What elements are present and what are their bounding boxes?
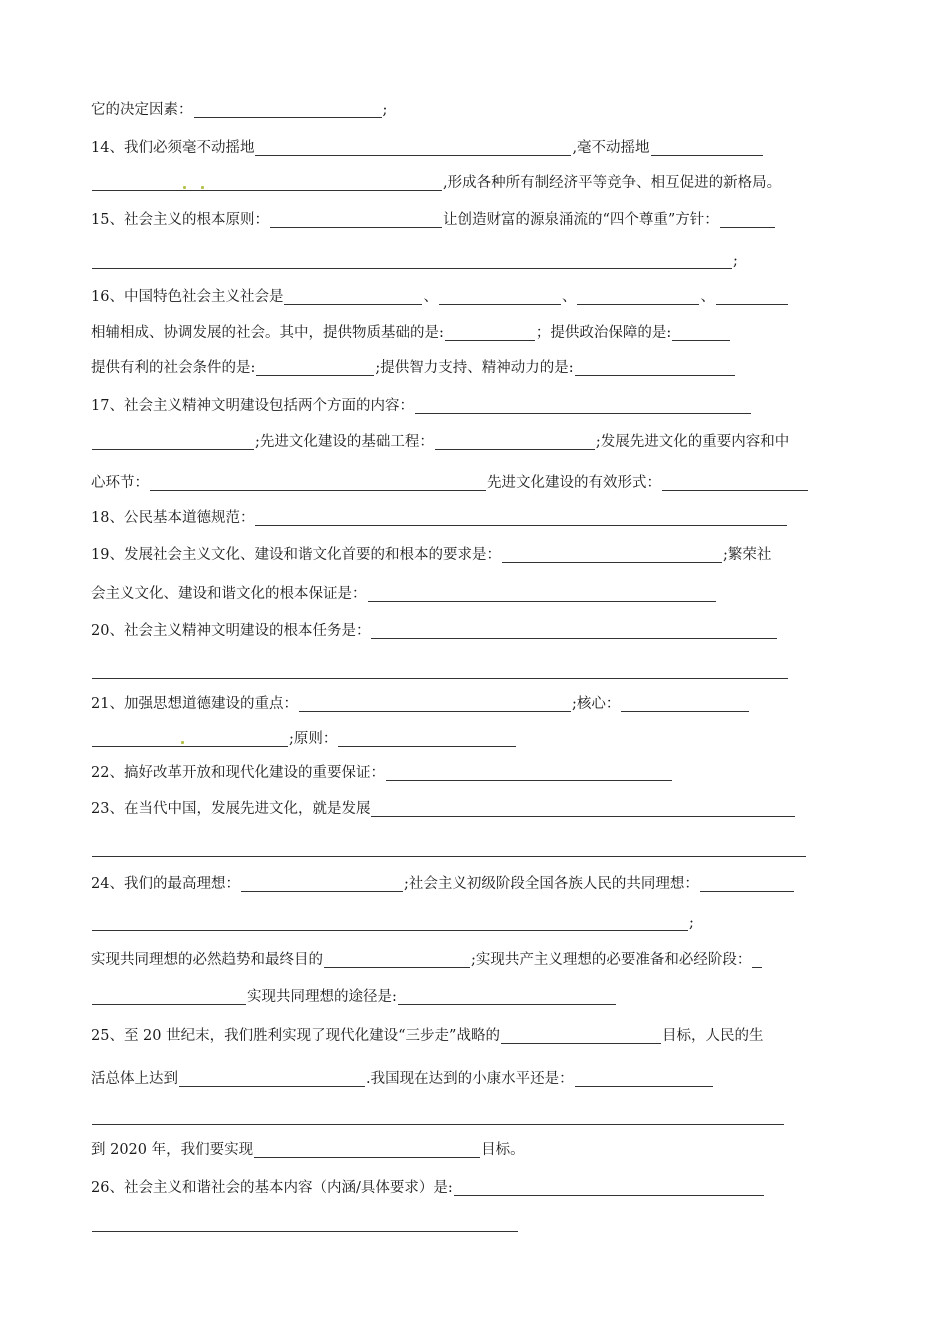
answer-blank[interactable] xyxy=(338,732,516,747)
answer-blank[interactable] xyxy=(92,1110,784,1125)
question-text: ;先进文化建设的基础工程： xyxy=(255,434,434,450)
answer-blank[interactable] xyxy=(255,141,571,156)
answer-blank[interactable] xyxy=(270,213,442,228)
answer-blank[interactable] xyxy=(194,103,382,118)
question-text: 到 2020 年，我们要实现 xyxy=(91,1142,254,1158)
answer-blank[interactable] xyxy=(575,361,735,376)
question-text: ;社会主义初级阶段全国各族人民的共同理想： xyxy=(403,876,699,892)
question-line xyxy=(91,659,789,683)
question-text: ;繁荣社 xyxy=(722,547,772,563)
question-line xyxy=(91,692,750,716)
question-line xyxy=(91,985,617,1009)
question-text: 18、公民基本道德规范： xyxy=(91,510,255,526)
question-text: 、 xyxy=(700,289,715,305)
question-text: 21、加强思想道德建设的重点： xyxy=(91,696,298,712)
question-text: 25、至 20 世纪末，我们胜利实现了现代化建设“三步走”战略的 xyxy=(91,1028,500,1044)
question-text: 实现共同理想的途径是: xyxy=(247,989,397,1005)
question-line xyxy=(91,543,771,567)
answer-blank[interactable] xyxy=(700,877,794,892)
answer-blank[interactable] xyxy=(577,290,699,305)
question-text: 、 xyxy=(561,289,577,305)
answer-blank[interactable] xyxy=(92,254,732,269)
question-text: 先进文化建设的有效形式： xyxy=(487,475,661,491)
question-line xyxy=(91,619,778,643)
question-line xyxy=(91,948,763,972)
answer-blank[interactable] xyxy=(752,953,762,968)
answer-blank[interactable] xyxy=(621,697,749,712)
question-line xyxy=(91,1138,525,1162)
question-text: 目标。 xyxy=(481,1142,525,1158)
answer-blank[interactable] xyxy=(299,697,571,712)
question-line xyxy=(91,171,781,195)
question-line xyxy=(91,321,731,345)
question-text: 心环节： xyxy=(91,475,149,491)
question-text: ;实现共产主义理想的必要准备和必经阶段： xyxy=(471,952,752,968)
answer-blank[interactable] xyxy=(255,511,787,526)
answer-blank[interactable] xyxy=(371,624,777,639)
question-line xyxy=(91,285,789,309)
question-line xyxy=(91,208,776,232)
answer-blank[interactable] xyxy=(150,476,486,491)
question-line xyxy=(91,872,795,896)
question-text: ;提供智力支持、精神动力的是: xyxy=(375,360,574,376)
answer-blank[interactable] xyxy=(92,176,442,191)
question-text: 24、我们的最高理想： xyxy=(91,876,240,892)
answer-blank[interactable] xyxy=(256,361,374,376)
question-text: ;原则： xyxy=(289,731,338,747)
question-text: 19、发展社会主义文化、建设和谐文化首要的和根本的要求是： xyxy=(91,547,501,563)
question-text: 、 xyxy=(423,289,438,305)
question-text: 目标，人民的生 xyxy=(661,1028,764,1044)
answer-blank[interactable] xyxy=(651,141,763,156)
question-text: 16、中国特色社会主义社会是 xyxy=(91,289,284,305)
answer-blank[interactable] xyxy=(92,916,688,931)
question-text: 14、我们必须毫不动摇地 xyxy=(91,140,255,156)
question-text: ; xyxy=(733,253,738,269)
answer-blank[interactable] xyxy=(254,1143,480,1158)
answer-blank[interactable] xyxy=(179,1072,365,1087)
question-line xyxy=(91,1105,785,1129)
question-text: ; xyxy=(382,102,388,118)
question-text: ,形成各种所有制经济平等竞争、相互促进的新格局。 xyxy=(443,175,782,191)
question-text: 20、社会主义精神文明建设的根本任务是： xyxy=(91,623,371,639)
question-text: ;核心： xyxy=(571,696,621,712)
answer-blank[interactable] xyxy=(92,435,254,450)
question-line xyxy=(91,911,694,935)
question-text: ;发展先进文化的重要内容和中 xyxy=(595,434,790,450)
question-line xyxy=(91,430,789,454)
answer-blank[interactable] xyxy=(368,587,716,602)
answer-blank[interactable] xyxy=(716,290,788,305)
question-text: ；提供政治保障的是: xyxy=(535,325,672,341)
question-line xyxy=(91,727,517,751)
question-line xyxy=(91,471,809,495)
question-line xyxy=(91,761,673,785)
answer-blank[interactable] xyxy=(371,802,795,817)
answer-blank[interactable] xyxy=(415,399,751,414)
answer-blank[interactable] xyxy=(672,326,730,341)
answer-blank[interactable] xyxy=(241,877,403,892)
answer-blank[interactable] xyxy=(575,1072,713,1087)
question-text: 它的决定因素： xyxy=(91,102,193,118)
answer-blank[interactable] xyxy=(435,435,595,450)
question-line xyxy=(91,356,736,380)
answer-blank[interactable] xyxy=(92,990,246,1005)
question-line xyxy=(91,1024,763,1048)
answer-blank[interactable] xyxy=(445,326,535,341)
question-line xyxy=(91,136,764,160)
question-text: 会主义文化、建设和谐文化的根本保证是： xyxy=(91,586,367,602)
answer-blank[interactable] xyxy=(720,213,775,228)
question-text: 活总体上达到 xyxy=(91,1071,178,1087)
answer-blank[interactable] xyxy=(92,1217,518,1232)
question-line xyxy=(91,797,796,821)
question-line xyxy=(91,1212,519,1236)
answer-blank[interactable] xyxy=(501,1029,661,1044)
question-text: 让创造财富的源泉涌流的“四个尊重”方针： xyxy=(442,212,719,228)
question-line xyxy=(91,249,738,273)
answer-blank[interactable] xyxy=(386,766,672,781)
question-line xyxy=(91,98,387,122)
question-text: 提供有利的社会条件的是: xyxy=(91,360,256,376)
question-text: 22、搞好改革开放和现代化建设的重要保证： xyxy=(91,765,385,781)
question-text: 17、社会主义精神文明建设包括两个方面的内容： xyxy=(91,398,414,414)
answer-blank[interactable] xyxy=(92,842,806,857)
answer-blank[interactable] xyxy=(502,548,722,563)
answer-blank[interactable] xyxy=(439,290,561,305)
question-line xyxy=(91,1067,714,1091)
question-text: 23、在当代中国，发展先进文化，就是发展 xyxy=(91,801,371,817)
answer-blank[interactable] xyxy=(284,290,422,305)
question-text: 实现共同理想的必然趋势和最终目的 xyxy=(91,952,323,968)
answer-blank[interactable] xyxy=(92,732,288,747)
question-text: 26、社会主义和谐社会的基本内容（内涵/具体要求）是: xyxy=(91,1180,453,1196)
question-text: 相辅相成、协调发展的社会。其中，提供物质基础的是: xyxy=(91,325,444,341)
question-line xyxy=(91,506,788,530)
answer-blank[interactable] xyxy=(454,1181,764,1196)
question-line xyxy=(91,837,807,861)
answer-blank[interactable] xyxy=(92,664,788,679)
question-text: ,毫不动摇地 xyxy=(572,140,650,156)
question-text: ; xyxy=(689,915,694,931)
question-line xyxy=(91,394,752,418)
question-line xyxy=(91,582,717,606)
answer-blank[interactable] xyxy=(324,953,470,968)
question-text: 15、社会主义的根本原则： xyxy=(91,212,269,228)
question-text: .我国现在达到的小康水平还是： xyxy=(366,1071,574,1087)
answer-blank[interactable] xyxy=(662,476,808,491)
question-line xyxy=(91,1176,765,1200)
answer-blank[interactable] xyxy=(398,990,616,1005)
